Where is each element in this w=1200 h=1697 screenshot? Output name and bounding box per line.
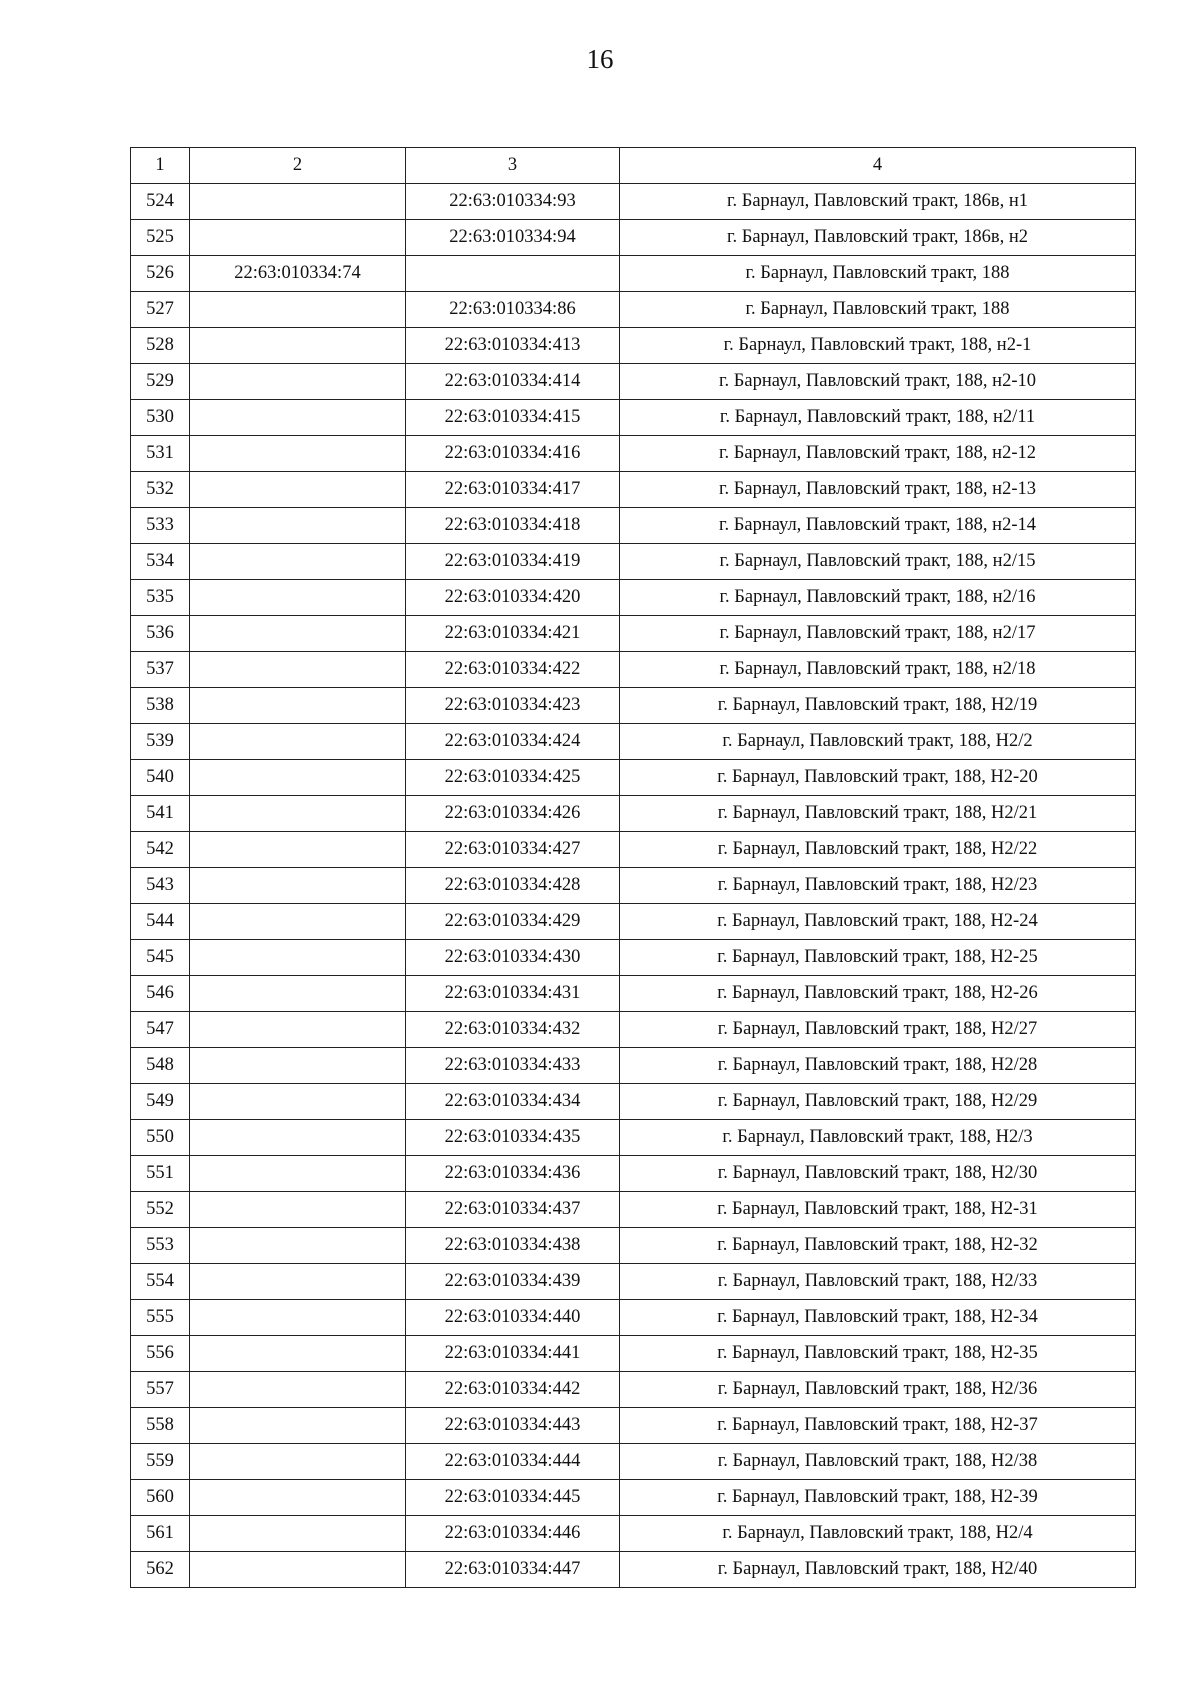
object-number-cell: 22:63:010334:418 — [406, 508, 620, 544]
table-row — [131, 1552, 1136, 1588]
parcel-number-cell — [190, 1048, 406, 1084]
row-number-cell: 525 — [131, 220, 190, 256]
address-cell: г. Барнаул, Павловский тракт, 188, Н2/4 — [620, 1516, 1136, 1552]
parcel-number-cell — [190, 904, 406, 940]
parcel-number-cell — [190, 1444, 406, 1480]
object-number-cell: 22:63:010334:419 — [406, 544, 620, 580]
row-number-cell: 558 — [131, 1408, 190, 1444]
object-number-cell: 22:63:010334:432 — [406, 1012, 620, 1048]
object-number-cell: 22:63:010334:415 — [406, 400, 620, 436]
row-number-cell: 545 — [131, 940, 190, 976]
row-number-cell: 542 — [131, 832, 190, 868]
object-number-cell: 22:63:010334:443 — [406, 1408, 620, 1444]
table-row — [131, 760, 1136, 796]
row-number-cell: 549 — [131, 1084, 190, 1120]
object-number-cell: 22:63:010334:436 — [406, 1156, 620, 1192]
object-number-cell: 22:63:010334:439 — [406, 1264, 620, 1300]
row-number-cell: 535 — [131, 580, 190, 616]
object-number-cell: 22:63:010334:93 — [406, 184, 620, 220]
object-number-cell: 22:63:010334:440 — [406, 1300, 620, 1336]
row-number-cell: 538 — [131, 688, 190, 724]
row-number-cell: 544 — [131, 904, 190, 940]
table-row — [131, 1336, 1136, 1372]
object-number-cell: 22:63:010334:434 — [406, 1084, 620, 1120]
object-number-cell: 22:63:010334:437 — [406, 1192, 620, 1228]
row-number-cell: 551 — [131, 1156, 190, 1192]
address-cell: г. Барнаул, Павловский тракт, 188, Н2/19 — [620, 688, 1136, 724]
parcel-number-cell — [190, 328, 406, 364]
page-number: 16 — [586, 44, 614, 74]
address-cell: г. Барнаул, Павловский тракт, 188, н2-1 — [620, 328, 1136, 364]
row-number-cell: 560 — [131, 1480, 190, 1516]
address-cell: г. Барнаул, Павловский тракт, 188, Н2/33 — [620, 1264, 1136, 1300]
parcel-number-cell — [190, 724, 406, 760]
column-header-4: 4 — [620, 148, 1136, 184]
row-number-cell: 550 — [131, 1120, 190, 1156]
parcel-number-cell — [190, 940, 406, 976]
table-row — [131, 1012, 1136, 1048]
parcel-number-cell — [190, 1372, 406, 1408]
address-cell: г. Барнаул, Павловский тракт, 186в, н2 — [620, 220, 1136, 256]
row-number-cell: 555 — [131, 1300, 190, 1336]
parcel-number-cell — [190, 1156, 406, 1192]
object-number-cell: 22:63:010334:438 — [406, 1228, 620, 1264]
object-number-cell: 22:63:010334:444 — [406, 1444, 620, 1480]
address-cell: г. Барнаул, Павловский тракт, 188, Н2/23 — [620, 868, 1136, 904]
parcel-number-cell — [190, 976, 406, 1012]
parcel-number-cell — [190, 400, 406, 436]
address-cell: г. Барнаул, Павловский тракт, 188, н2/15 — [620, 544, 1136, 580]
address-cell: г. Барнаул, Павловский тракт, 188, Н2-32 — [620, 1228, 1136, 1264]
column-header-3: 3 — [406, 148, 620, 184]
address-cell: г. Барнаул, Павловский тракт, 188, н2-10 — [620, 364, 1136, 400]
parcel-number-cell — [190, 1408, 406, 1444]
row-number-cell: 539 — [131, 724, 190, 760]
address-cell: г. Барнаул, Павловский тракт, 188, Н2/2 — [620, 724, 1136, 760]
object-number-cell: 22:63:010334:420 — [406, 580, 620, 616]
table-row — [131, 1228, 1136, 1264]
object-number-cell — [406, 256, 620, 292]
parcel-number-cell — [190, 868, 406, 904]
object-number-cell: 22:63:010334:423 — [406, 688, 620, 724]
parcel-number-cell — [190, 652, 406, 688]
table-row — [131, 1264, 1136, 1300]
row-number-cell: 532 — [131, 472, 190, 508]
parcel-number-cell — [190, 1552, 406, 1588]
parcel-number-cell — [190, 1228, 406, 1264]
parcel-number-cell — [190, 544, 406, 580]
parcel-number-cell — [190, 220, 406, 256]
parcel-number-cell — [190, 364, 406, 400]
address-cell: г. Барнаул, Павловский тракт, 188 — [620, 256, 1136, 292]
table-row — [131, 436, 1136, 472]
object-number-cell: 22:63:010334:442 — [406, 1372, 620, 1408]
parcel-number-cell — [190, 832, 406, 868]
parcel-number-cell — [190, 796, 406, 832]
address-cell: г. Барнаул, Павловский тракт, 188, н2-13 — [620, 472, 1136, 508]
parcel-number-cell — [190, 292, 406, 328]
parcel-number-cell — [190, 508, 406, 544]
column-header-1: 1 — [131, 148, 190, 184]
row-number-cell: 524 — [131, 184, 190, 220]
row-number-cell: 540 — [131, 760, 190, 796]
table-row — [131, 220, 1136, 256]
row-number-cell: 537 — [131, 652, 190, 688]
table-row — [131, 544, 1136, 580]
table-body — [131, 184, 1136, 1588]
address-cell: г. Барнаул, Павловский тракт, 188, н2/17 — [620, 616, 1136, 652]
object-number-cell: 22:63:010334:429 — [406, 904, 620, 940]
table-row — [131, 1372, 1136, 1408]
object-number-cell: 22:63:010334:416 — [406, 436, 620, 472]
object-number-cell: 22:63:010334:445 — [406, 1480, 620, 1516]
table-row — [131, 256, 1136, 292]
address-cell: г. Барнаул, Павловский тракт, 188, Н2/21 — [620, 796, 1136, 832]
object-number-cell: 22:63:010334:421 — [406, 616, 620, 652]
address-cell: г. Барнаул, Павловский тракт, 188, Н2/29 — [620, 1084, 1136, 1120]
table-row — [131, 1516, 1136, 1552]
parcel-number-cell — [190, 436, 406, 472]
object-number-cell: 22:63:010334:427 — [406, 832, 620, 868]
parcel-number-cell — [190, 616, 406, 652]
object-number-cell: 22:63:010334:424 — [406, 724, 620, 760]
parcel-number-cell — [190, 1012, 406, 1048]
address-cell: г. Барнаул, Павловский тракт, 188, Н2-26 — [620, 976, 1136, 1012]
row-number-cell: 553 — [131, 1228, 190, 1264]
object-number-cell: 22:63:010334:417 — [406, 472, 620, 508]
table-row — [131, 904, 1136, 940]
table-row — [131, 796, 1136, 832]
table-row — [131, 976, 1136, 1012]
table-row — [131, 1300, 1136, 1336]
row-number-cell: 548 — [131, 1048, 190, 1084]
object-number-cell: 22:63:010334:426 — [406, 796, 620, 832]
address-cell: г. Барнаул, Павловский тракт, 188, н2/11 — [620, 400, 1136, 436]
table-row — [131, 1084, 1136, 1120]
address-cell: г. Барнаул, Павловский тракт, 188, Н2/38 — [620, 1444, 1136, 1480]
parcel-number-cell — [190, 580, 406, 616]
address-cell: г. Барнаул, Павловский тракт, 188, Н2/30 — [620, 1156, 1136, 1192]
registry-table — [130, 147, 1136, 1588]
object-number-cell: 22:63:010334:428 — [406, 868, 620, 904]
row-number-cell: 530 — [131, 400, 190, 436]
column-header-2: 2 — [190, 148, 406, 184]
object-number-cell: 22:63:010334:430 — [406, 940, 620, 976]
row-number-cell: 561 — [131, 1516, 190, 1552]
address-cell: г. Барнаул, Павловский тракт, 188, Н2-20 — [620, 760, 1136, 796]
address-cell: г. Барнаул, Павловский тракт, 188, Н2/27 — [620, 1012, 1136, 1048]
table-row — [131, 940, 1136, 976]
row-number-cell: 528 — [131, 328, 190, 364]
table-row — [131, 1408, 1136, 1444]
row-number-cell: 543 — [131, 868, 190, 904]
table-row — [131, 580, 1136, 616]
parcel-number-cell — [190, 1120, 406, 1156]
table-row — [131, 868, 1136, 904]
table-row — [131, 1480, 1136, 1516]
parcel-number-cell — [190, 1336, 406, 1372]
object-number-cell: 22:63:010334:435 — [406, 1120, 620, 1156]
table-row — [131, 328, 1136, 364]
table-row — [131, 1120, 1136, 1156]
address-cell: г. Барнаул, Павловский тракт, 188, Н2-31 — [620, 1192, 1136, 1228]
address-cell: г. Барнаул, Павловский тракт, 188, н2-12 — [620, 436, 1136, 472]
address-cell: г. Барнаул, Павловский тракт, 188, Н2/28 — [620, 1048, 1136, 1084]
address-cell: г. Барнаул, Павловский тракт, 186в, н1 — [620, 184, 1136, 220]
row-number-cell: 562 — [131, 1552, 190, 1588]
table-row — [131, 1156, 1136, 1192]
object-number-cell: 22:63:010334:414 — [406, 364, 620, 400]
table-header — [131, 148, 1136, 184]
object-number-cell: 22:63:010334:422 — [406, 652, 620, 688]
row-number-cell: 559 — [131, 1444, 190, 1480]
table-row — [131, 832, 1136, 868]
object-number-cell: 22:63:010334:447 — [406, 1552, 620, 1588]
parcel-number-cell — [190, 184, 406, 220]
table-row — [131, 1048, 1136, 1084]
row-number-cell: 546 — [131, 976, 190, 1012]
row-number-cell: 556 — [131, 1336, 190, 1372]
address-cell: г. Барнаул, Павловский тракт, 188, Н2/36 — [620, 1372, 1136, 1408]
row-number-cell: 541 — [131, 796, 190, 832]
parcel-number-cell — [190, 1300, 406, 1336]
parcel-number-cell — [190, 1480, 406, 1516]
table-row — [131, 292, 1136, 328]
parcel-number-cell — [190, 1192, 406, 1228]
address-cell: г. Барнаул, Павловский тракт, 188, н2-14 — [620, 508, 1136, 544]
row-number-cell: 529 — [131, 364, 190, 400]
address-cell: г. Барнаул, Павловский тракт, 188, Н2/22 — [620, 832, 1136, 868]
row-number-cell: 536 — [131, 616, 190, 652]
parcel-number-cell — [190, 472, 406, 508]
row-number-cell: 526 — [131, 256, 190, 292]
address-cell: г. Барнаул, Павловский тракт, 188, Н2-34 — [620, 1300, 1136, 1336]
row-number-cell: 554 — [131, 1264, 190, 1300]
table-row — [131, 508, 1136, 544]
parcel-number-cell — [190, 760, 406, 796]
parcel-number-cell — [190, 1516, 406, 1552]
table-row — [131, 652, 1136, 688]
address-cell: г. Барнаул, Павловский тракт, 188, н2/16 — [620, 580, 1136, 616]
table-row — [131, 400, 1136, 436]
table-row — [131, 1192, 1136, 1228]
row-number-cell: 533 — [131, 508, 190, 544]
row-number-cell: 531 — [131, 436, 190, 472]
object-number-cell: 22:63:010334:441 — [406, 1336, 620, 1372]
object-number-cell: 22:63:010334:86 — [406, 292, 620, 328]
table-row — [131, 688, 1136, 724]
object-number-cell: 22:63:010334:94 — [406, 220, 620, 256]
table-row — [131, 1444, 1136, 1480]
row-number-cell: 527 — [131, 292, 190, 328]
table-row — [131, 616, 1136, 652]
parcel-number-cell — [190, 688, 406, 724]
object-number-cell: 22:63:010334:433 — [406, 1048, 620, 1084]
address-cell: г. Барнаул, Павловский тракт, 188 — [620, 292, 1136, 328]
address-cell: г. Барнаул, Павловский тракт, 188, Н2/40 — [620, 1552, 1136, 1588]
row-number-cell: 547 — [131, 1012, 190, 1048]
parcel-number-cell — [190, 1264, 406, 1300]
address-cell: г. Барнаул, Павловский тракт, 188, Н2-24 — [620, 904, 1136, 940]
object-number-cell: 22:63:010334:425 — [406, 760, 620, 796]
table-row — [131, 364, 1136, 400]
object-number-cell: 22:63:010334:413 — [406, 328, 620, 364]
table-row — [131, 184, 1136, 220]
table-row — [131, 724, 1136, 760]
parcel-number-cell — [190, 1084, 406, 1120]
parcel-number-cell: 22:63:010334:74 — [190, 256, 406, 292]
address-cell: г. Барнаул, Павловский тракт, 188, Н2-37 — [620, 1408, 1136, 1444]
address-cell: г. Барнаул, Павловский тракт, 188, Н2-39 — [620, 1480, 1136, 1516]
address-cell: г. Барнаул, Павловский тракт, 188, Н2/3 — [620, 1120, 1136, 1156]
row-number-cell: 534 — [131, 544, 190, 580]
table-row — [131, 472, 1136, 508]
address-cell: г. Барнаул, Павловский тракт, 188, н2/18 — [620, 652, 1136, 688]
header-row — [131, 148, 1136, 184]
row-number-cell: 552 — [131, 1192, 190, 1228]
address-cell: г. Барнаул, Павловский тракт, 188, Н2-35 — [620, 1336, 1136, 1372]
object-number-cell: 22:63:010334:446 — [406, 1516, 620, 1552]
address-cell: г. Барнаул, Павловский тракт, 188, Н2-25 — [620, 940, 1136, 976]
row-number-cell: 557 — [131, 1372, 190, 1408]
object-number-cell: 22:63:010334:431 — [406, 976, 620, 1012]
